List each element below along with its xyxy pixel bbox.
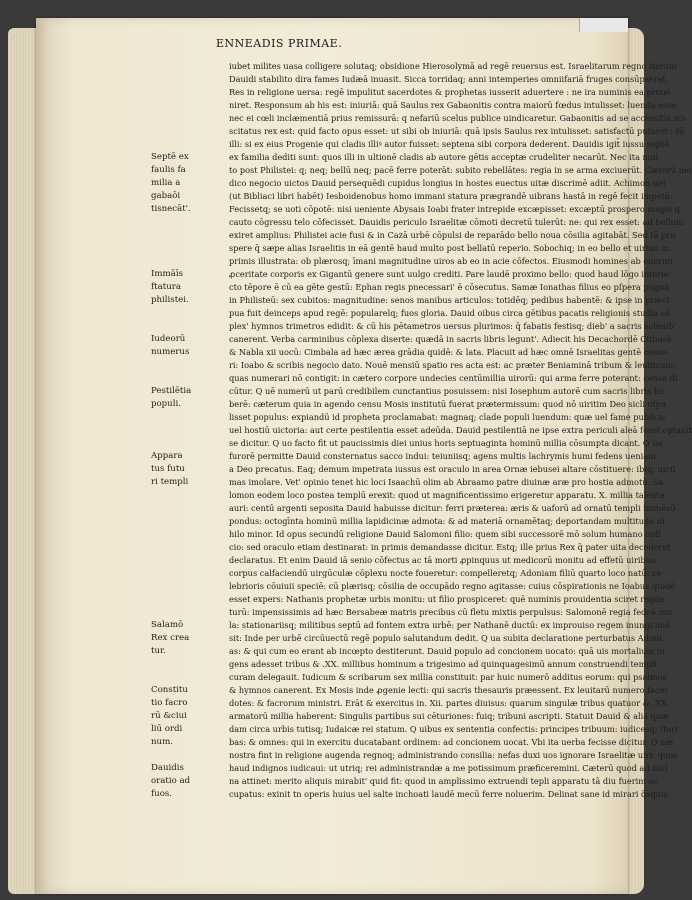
text-line: (ut Bibliaci libri habēt) Iesboidenobus homo immani statura prægrandē uibrans hastā in regē fecit impetū: — [229, 191, 673, 201]
marginal-note-line: ftatura — [151, 282, 181, 292]
text-line: nec ei cœli inclæmentiā prius remissurā: q nefariū scelus publice uindicaretur. Gabaonitis ad se accersitis sci- — [229, 113, 688, 123]
text-line: lomon eodem loco postea templū erexit: quod ut magnificentissimo erigeretur apparatu. X. millia talenta — [229, 490, 665, 500]
text-line: sit: Inde per urbē circūuectū regē populo salutandum dedit. Q ua subita declaratione perturbatus Adoni — [229, 633, 662, 643]
marginal-note-line: num. — [151, 737, 173, 747]
text-line: a Deo precatus. Eaq; demum impetrata iussus est oraculo in area Ornæ iebusei altare cōstituere: ibiq; uicti — [229, 464, 676, 474]
marginal-note-line: Immāīs — [151, 269, 183, 279]
marginal-note-line: Rex crea — [151, 633, 190, 643]
marginal-note-line: philistei. — [151, 295, 189, 305]
marginal-note-line: gabaōi — [151, 191, 181, 201]
text-line: & Nabla xii uocū: Cimbala ad hæc ærea grādia quidē: & lata. Placuit ad hæc omnē Israelitas gentē cense — [229, 347, 668, 357]
text-line: niret. Responsum ab his est: iniuriā: quā Saulus rex Gabaonitis contra maiorū fœdus intulisset: luenda esse — [229, 100, 677, 110]
marginal-note — [151, 450, 221, 489]
marginal-note-line: fuos. — [151, 789, 173, 799]
text-line: spere q̄ sæpe alias Israelitis in eā gentē haud multo post bellatū reperio. Sobochiq; in eo bello et uirtus in — [229, 243, 669, 253]
text-line: hilo minor. Id opus secundū religione Dauid Salomoni filio: quem sibi successorē mō solum humano iudī — [229, 529, 661, 539]
text-line: turū: impensissimis ad hæc Bersabeæ matris precibus cū fletu mixtis perpulsus: Salomonē regia fedeā mu — [229, 607, 672, 617]
marginal-note — [151, 684, 221, 749]
text-line: berē: cæterum quia in agendo censu Mosis institutū fuerat prætermissum: quod nō uiritim Deo sicli ofpu — [229, 399, 667, 409]
text-line: cauto cōgressu telo cōfecisset. Dauidis periculo Israelitæ cōmoti decretū tulerūt: ne: qui rex esset: ad bellum — [229, 217, 684, 227]
main-text-block — [229, 60, 692, 801]
text-line: la: stationariisq; militibus septū ad fontem extra urbē: per Nathanē ductū: ex improuiso regem inungi iusī — [229, 620, 670, 630]
marginal-note-line: faulis fa — [151, 165, 186, 175]
text-line: illi: si ex eius Progenie qui cladis illiꝰ autor fuisset: septena sibi corpora dederent. Dauidis igit̄ iussu septē — [229, 139, 670, 149]
marginal-note-line: Pestilētia — [151, 386, 192, 396]
text-line: primis illustrata: ob plærosq; īmani magnitudine uiros ab eo in acie cōfectos. Eiusmodi homines ab enormi — [229, 256, 673, 266]
marginal-note — [151, 619, 221, 658]
text-line: nostra fint in religione augenda regnoq; administrando consilia: nefas duxi uos ignorare Israelitæ uiri: quos — [229, 750, 678, 760]
text-line: esset expers: Nathanis prophetæ urbis monitu: ut filio prospiceret: quē numinis prouidentia sciret regna — [229, 594, 665, 604]
marginal-note-line: tisnecāt'. — [151, 204, 191, 214]
page-ribbon — [579, 18, 628, 32]
marginal-note-line: milia a — [151, 178, 181, 188]
marginal-note — [151, 151, 221, 216]
marginal-note — [151, 333, 221, 359]
text-line: ri: Ioabo & scribis negocio dato. Nouē mensiū spatio res acta est: ac præter Beniaminā tribum & leuiticam: — [229, 360, 676, 370]
text-line: corpus calfaciendū uirgūculæ cōplexu nocte foueretur: compelleretq; Adoniam filiū quarto loco natū: ce — [229, 568, 662, 578]
running-header: ENNEADIS PRIMAE. — [216, 37, 343, 50]
marginal-note-line: liū ordi — [151, 724, 183, 734]
text-line: cupatus: exinit tn operis huius uel salte inchoati laudē mecū ferre noluerim. Delinat sane id mirari q̄squis — [229, 789, 668, 799]
text-line: auri: centū argenti seposita Dauid habuisse dicitur: ferri præterea: æris & uaforū ad ornatū templi immēsū — [229, 503, 676, 513]
text-line: se dicitur. Q uo facto fit ut paucissimis diei unius horis septuaginta hominū millia cōsumpta dicant. Q ua — [229, 438, 663, 448]
text-line: pua fuit deinceps apud regē: popularelq; fuos gloria. Dauid oibus circa gētibus pacatis religionis studia cō — [229, 308, 671, 318]
text-line: lebrioris cōuiuii speciē: cū plærisq; cōsilia de occupādo regno agitasse: cuius cōspirationis ne Ioabus quidē — [229, 581, 676, 591]
text-line: Fecissetq; se uoti cōpotē: nisi ueniente Abysais Ioabi frater intrepide excæpisset: excæptū prospero magis q — [229, 204, 680, 214]
marginal-note — [151, 762, 221, 801]
text-line: mas imolare. Vet' opinio tenet hic loci Isaachū olim ab Abraamo patre diuinæ aræ pro hostia admotū. Sa — [229, 477, 664, 487]
marginal-note-line: Constitu — [151, 685, 188, 695]
text-line: dotes: & facrorum ministri. Erāt & exercitus in. Xii. partes diuisus: quarum singulæ tribus quatuor & .XX. — [229, 698, 670, 708]
text-line: to post Philistei: q; neq; bellū neq; pacē ferre poterāt: subito rebellātes: regia in se arma exciuerūt. Cæterū mo — [229, 165, 692, 175]
text-line: haud indignos iudicaui: ut utriq; rei administrandæ a me potissimum præficeremini. Cæterū quod ad diui — [229, 763, 668, 773]
text-line: dam circa urbis tutisq; Iudaicæ rei statum. Q uibus ex sententia confectis: principes tribuum: iudicesq; ſteri — [229, 724, 678, 734]
text-line: cio: sed oraculo etiam destinarat: in primis demandasse dicitur. Estq; ille prius Rex q̄ pater uita decederet — [229, 542, 671, 552]
text-line: canerent. Verba carminibus cōplexa diserte: quædā in sacris libris legunt'. Adiecit his Decachordē Citharā — [229, 334, 672, 344]
text-line: lisset populus: expiandū id propheta proclamabat: magnaq; clade populi luendum: quæ uel fame publica: — [229, 412, 667, 422]
text-line: quas numerari nō contigit: in cætero corpore undecies centūmillia uirorū: qui arma ferre poterant: censa di — [229, 373, 678, 383]
text-line: dico negocio uictos Dauid persequēdi cupidus longius in hostes euectus uitæ discrimē adiit. Achimon uel — [229, 178, 666, 188]
text-line: pondus: octogīnta hominū millia lapidicinæ admota: & ad materiā ornamētaq; deportandam multitudo nī — [229, 516, 665, 526]
marginal-note-line: oratio ad — [151, 776, 191, 786]
text-line: cūtur. Q uē numerū ut parū credibilem cunctantius posuissem: nisi Iosephum autorē cum sacris libris ha — [229, 386, 664, 396]
marginal-note-line: Dauidis — [151, 763, 184, 773]
marginal-note — [151, 268, 221, 307]
text-line: uel hostiū uictoria: aut certe pestilentia esset adeūda. Dauid pestilentiā ne ipse extra periculi aleā foret optauīt — [229, 425, 692, 435]
text-line: armatorū millia haberent: Singulis partibus sui cēturiones: fuiq; tribuni ascripti. Statuit Dauid & alia quæ — [229, 711, 669, 721]
text-line: plex' hymnos trimetros edidit: & cū his pētametros uersus plurimos: q̄ fabatis festisq; dieb' a sacris solēnib' — [229, 321, 677, 331]
text-line: bas: & omnes: qui in exercitu ducatabant ordinem: ad concionem uocat. Vbi ita uerba fecisse dicitur. Q uæ — [229, 737, 674, 747]
text-line: curam delegauit. Iudicum & scribarum sex millia constituit: par huic numerō additus eorum: qui psalmos — [229, 672, 667, 682]
marginal-note-line: Iudeorū — [151, 334, 186, 344]
text-line: Res in religione uersa: regē impulitut sacerdotes & prophetas iusserit aduertere : ne ira numinis ea prouē — [229, 87, 671, 97]
text-line: & hymnos canerent. Ex Mosis inde ꝓgenie lecti: qui sacris thesauris præessent. Ex leuitarū numero facer — [229, 685, 669, 695]
marginal-note-line: Appara — [151, 451, 183, 461]
text-line: declaratus. Et enim Dauid iā senio cōfectus ac tā morti ꝓpinquus ut medicorū monitu ad effetū uiribus — [229, 555, 656, 565]
marginal-note-line: ri templi — [151, 477, 189, 487]
marginal-note-line: rū &ciui — [151, 711, 187, 721]
marginal-note — [151, 385, 221, 411]
text-line: na attinet: merito aliquis mirabit' quid fit: quod in amplissimo extruendi tepli apparatu tā diu fuerim oc — [229, 776, 659, 786]
text-line: Dauidi stabilito dira fames Iudæā inuasit. Sicca torridaq; anni intemperies omniifariā fruges consūpserat. — [229, 74, 669, 84]
marginal-note-line: Septē ex — [151, 152, 189, 162]
text-line: gens adesset tribus & .XX. millibus hominum a trigesimo ad quinquagesimū annum construendi templi — [229, 659, 657, 669]
marginal-note-line: tur. — [151, 646, 166, 656]
text-line: in Philisteū: sex cubitos: magnitudine: senos manibus articulos: totidēq; pedibus habentē: & ipse in præci — [229, 295, 670, 305]
text-line: exiret amplius: Philistei acie fusi & in Cazā urbē cōpulsi de reparādo bello noua cōsilia agitabāt. Sed tā pro — [229, 230, 676, 240]
text-line: scitatus rex est: quid facto opus esset: ut sibi ob iniuriā: quā ipsis Saulus rex intulisset: satisfactū putarēt : tū — [229, 126, 685, 136]
marginal-note-line: tio facro — [151, 698, 188, 708]
text-line: cto tēpore ē cū ea gēte gestū: Ephan regis pnecessari' ē cōsecutus. Samæ Ionathas filius eo pſpera pugnā — [229, 282, 670, 292]
text-line: furorē permitte Dauid consternatus sacco indui: teiuniisq; agens multis lachrymis humi fedens ueniam — [229, 451, 656, 461]
text-line: as: & qui cum eo erant ab incœpto destiterunt. Dauid populo ad concionem uocato: quā uis mortalium in — [229, 646, 665, 656]
marginal-note-line: tus futu — [151, 464, 185, 474]
marginal-note-line: Salamō — [151, 620, 184, 630]
marginal-note-line: numerus — [151, 347, 190, 357]
text-line: iubet milites uasa colligere solutaq; obsidione Hierosolymā ad regē reuersus est. Israelitarum regno iterum — [229, 61, 677, 71]
marginal-note-line: populi. — [151, 399, 181, 409]
text-line: ex familia dediti sunt: quos illi in ultionē cladis ab autore gētis acceptæ crudeliter necarūt. Nec ita mul — [229, 152, 659, 162]
text-line: ꝓceritate corporis ex Gigantū genere sunt uulgo crediti. Pare laudē proximo bello: quod haud lōgo interie — [229, 269, 669, 279]
